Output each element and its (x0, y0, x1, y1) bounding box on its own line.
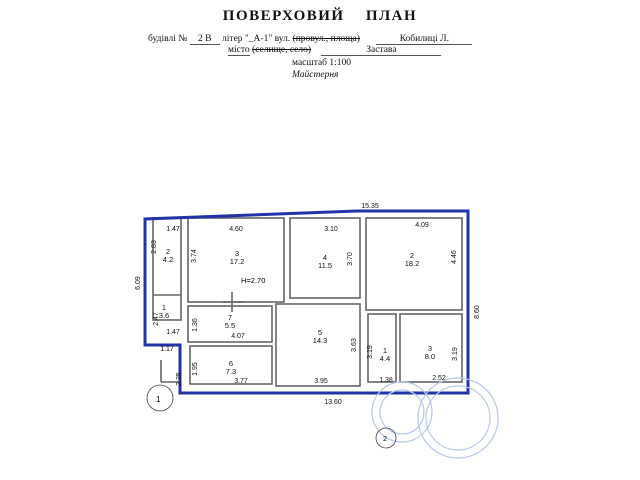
room-area: 3.6 (158, 311, 170, 320)
room-number: 1 (161, 303, 167, 312)
street-value: Кобилиці Л. (376, 34, 472, 45)
dimension-label: 1.17 (160, 346, 174, 353)
building-label: будівлі (148, 34, 176, 44)
dimension-label: 2.25 (176, 372, 183, 386)
dimension-label: 4.07 (231, 333, 245, 340)
dimension-label: 8.60 (474, 305, 481, 319)
room-area: 4.4 (379, 354, 391, 363)
dimension-label: 3.70 (347, 252, 354, 266)
dimension-label: 2.47 (153, 312, 160, 326)
street-label: вул. (274, 34, 291, 44)
dimension-label: 4.09 (415, 222, 429, 229)
dimension-label: 3.77 (234, 378, 248, 385)
interior-walls (153, 218, 462, 386)
room-area: 7.3 (225, 367, 237, 376)
marker-label-1: 1 (156, 395, 161, 404)
dimension-label: 3.74 (191, 249, 198, 263)
struck-city-text: (селище, село) (252, 45, 312, 55)
room-number: 4 (322, 253, 328, 262)
scale-label: масштаб 1:100 (292, 58, 352, 68)
room-area: 11.5 (317, 261, 333, 270)
dimension-label: 15.35 (361, 203, 379, 210)
room-number: 2 (409, 251, 415, 260)
room-number: 3 (234, 249, 240, 258)
dimension-label: 2.52 (432, 375, 446, 382)
dimension-label: 2.83 (151, 240, 158, 254)
stamp-round-inner (426, 386, 490, 450)
room-area: 4.2 (162, 255, 174, 264)
room-area: 17.2 (229, 257, 245, 266)
dimension-label: 1.47 (166, 329, 180, 336)
city-label: місто (228, 45, 250, 55)
liter-value: "_А-1" (244, 34, 273, 44)
room-5-walls (276, 304, 360, 386)
marker-label-2: 2 (383, 436, 387, 443)
room-area: 18.2 (404, 259, 420, 268)
dimension-label: 3.19 (452, 347, 459, 361)
official-stamps (372, 378, 498, 458)
room-number: 7 (227, 313, 233, 322)
dimension-label: 4.46 (451, 250, 458, 264)
page-title: ПОВЕРХОВИЙ ПЛАН (222, 8, 418, 24)
room-number: 5 (317, 328, 323, 337)
room-wall-left-column (153, 218, 181, 320)
dimension-label: 1.95 (192, 362, 199, 376)
room-area: 14.3 (312, 336, 328, 345)
stamp-seal (372, 382, 432, 442)
dimension-label: 4.60 (229, 226, 243, 233)
dimension-label: 13.60 (324, 399, 342, 406)
dimension-label: 6.09 (135, 276, 142, 290)
dimension-label: 1.36 (192, 318, 199, 332)
liter-label: літер (222, 34, 243, 44)
room-number: 1 (382, 346, 388, 355)
ceiling-height: H=2.70 (241, 276, 266, 285)
dimension-label: 3.19 (367, 345, 374, 359)
dimension-label: 3.63 (351, 338, 358, 352)
stamp-seal-inner (380, 390, 424, 434)
room-number: 6 (228, 359, 234, 368)
dimension-label: 1.47 (166, 226, 180, 233)
building-number: 2 В (190, 34, 220, 45)
stamp-round (418, 378, 498, 458)
no-sign: № (178, 34, 188, 44)
city-value: Заставa (321, 45, 441, 56)
dimension-label: 3.95 (314, 378, 328, 385)
room-area: 8.0 (424, 352, 436, 361)
room-number: 2 (165, 247, 171, 256)
dimension-label: 1.38 (379, 377, 393, 384)
room-area: 5.5 (224, 321, 236, 330)
struck-street-text: (провул., площа) (292, 34, 360, 44)
building-type: Майстерня (292, 70, 339, 80)
room-number: 3 (427, 344, 433, 353)
dimension-label: 3.10 (324, 226, 338, 233)
